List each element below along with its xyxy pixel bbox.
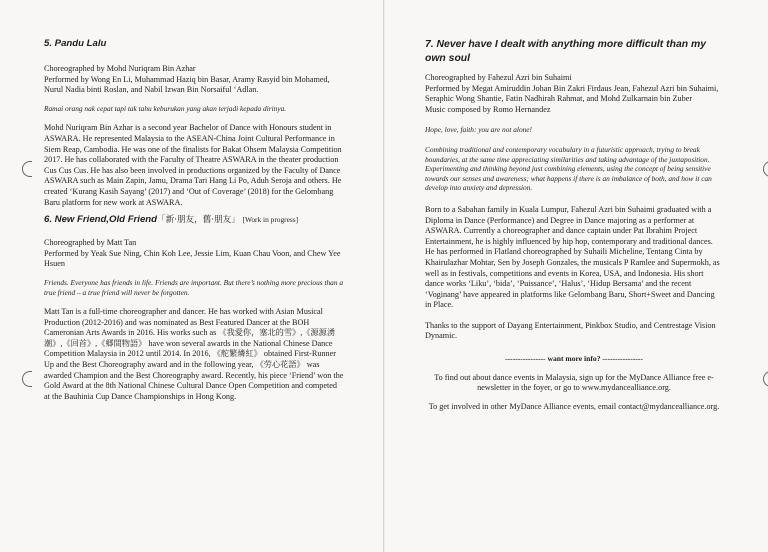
section-7-title: 7. Never have I dealt with anything more difficult than my own soul — [425, 39, 706, 64]
punch-hole-mark — [763, 161, 768, 177]
section-5-quote: Ramai orang nak cepat tapi tak tahu keburukan yang akan terjadi kepada dirinya. — [44, 103, 287, 113]
section-5-credit: Performed by Wong En Li, Muhammad Haziq bin Basar, Aramy Rasyid bin Mohamed, Nurul Nadia binti Roslan, and Nabil Izwan Bin Norsaiful ‘Adlan. — [44, 74, 330, 95]
punch-hole-mark — [22, 371, 32, 387]
newsletter-info: To find out about dance events in Malaysia, sign up for the MyDance Alliance free e-newsletter in the foyer, or go to www.mydancealliance.org. — [434, 372, 714, 393]
section-5-credit: Choreographed by Mohd Nuriqram Bin Azhar — [44, 64, 196, 73]
section-7-concept: Combining traditional and contemporary vocabulary in a futuristic approach, trying to break boundaries, at the same time appreciating similarities and taking advantage of the juxtaposition. Experimenting and thinking beyond just combining elements, using the concept of being sensitive towards our senses and awareness; what happens if there is an imbalance of both, and how it can develop into anxiety and depression. — [425, 144, 712, 193]
contact-info: To get involved in other MyDance Alliance events, email contact@mydancealliance.org. — [428, 401, 720, 411]
work-in-progress-label: [Work in progress] — [242, 215, 299, 225]
section-6-quote: Friends. Everyone has friends in life. Friends are important. But there’s nothing more precious than a true friend – a true friend will never be forgotten. — [44, 277, 344, 297]
section-7-bio: Born to a Sabahan family in Kuala Lumpur, Fahezul Azri bin Suhaimi graduated with a Diploma in Dance (Performance) and Degree in Dance majoring as a performer at ASWARA. Currently a choreographer and dance captain under Pat Ibrahim Project Entertainment, he is highly influenced by hip hop, contemporary and traditional dances. He has performed in Flatland choreographed by Suhaili Micheline, Tentang Cinta by Khairulazhar Mohtar, Sen by Joseph Gonzales, the musicals P Ramlee and Supermokh, as well as in festivals, competitions and events in Korea, USA, and Indonesia. His short dance works ‘Liku’, ‘bida’, ‘Puissance’, ‘Halus’, ‘Hidup Bersama’ and the recent ‘Voginang’ have appeared in platforms like Gelombang Baru, Short+Sweet and Dancing in Place. — [425, 204, 720, 310]
section-7-tagline: Hope, love, faith: you are not alone! — [425, 125, 533, 135]
punch-hole-mark — [763, 371, 768, 387]
section-6-credit: Performed by Yeak Sue Ning, Chin Koh Lee, Jessie Lim, Kuan Chau Voon, and Chew Yee Hsuen — [44, 248, 341, 269]
section-5-bio: Mohd Nuriqram Bin Azhar is a second year Bachelor of Dance with Honours student in ASWARA. He represented Malaysia to the ASEAN-China Joint Cultural Performance in Siem Reap, Cambodia. He was one of the finalists for Bakat Ohsem Malaysia Competition 2017. He has collaborated with the Faculty of Theatre ASWARA in the theater production Cus Cus Cus. He has also been involved in productions organized by the Faculty of Dance ASWARA such as Main Zapin, Jamu, Drama Tari Hang Li Po, Aduh Seroja and others. He created ‘Kurang Kasih Sayang’ (2017) and ‘Out of Coverage’ (2018) for the Gelombang Baru platform for new work at ASWARA. — [44, 123, 342, 207]
section-6-title: 6. New Friend,Old Friend「新·朋友，舊·朋友」 [Work in progress] — [44, 214, 299, 226]
section-7-credit: Music composed by Romo Hernandez — [425, 104, 551, 114]
punch-hole-mark — [22, 161, 32, 177]
right-column — [425, 38, 723, 412]
section-7-credit: Performed by Megat Amiruddin Johan Bin Zakri Firdaus Jean, Fahezul Azri bin Suhaimi, Seraphic Wong Shantie, Fatin Nadhirah Rahmat, and Mohd Zulkarnain bin Zuber — [425, 83, 719, 104]
right-page — [385, 0, 768, 552]
thanks-note: Thanks to the support of Dayang Entertainment, Pinkbox Studio, and Centrestage Vision Dynamic. — [425, 320, 716, 341]
left-column — [44, 38, 344, 402]
section-5-title: 5. Pandu Lalu — [44, 38, 107, 49]
section-6-bio: Matt Tan is a full-time choreographer and dancer. He has worked with Asian Musical Production (2012-2016) and was nominated as Best Featured Dancer at the BOH Cameronian Arts Awards in 2016. His works such as 《我愛你，塞北的雪》,《源源湧潮》,《回首》,《郷間物語》 have won several awards in the National Chinese Dance Competition Malaysia in 2012 until 2014. In 2016, 《舵繁燐紅》 obtained First-Runner Up and the Best Choreography award and in the following year, 《劳心花語》 was awarded Champion and the Best Choreography award. Recently, his piece ‘Friend’ won the Gold Award at the 8th National Chinese Cultural Dance Open Competition and competed at the Bauhinia Cup Dance Championships in Hong Kong. — [44, 307, 344, 401]
section-7-credit: Choreographed by Fahezul Azri bin Suhaimi — [425, 73, 572, 82]
more-info-divider: ---------------- want more info? ---------------- — [505, 354, 643, 364]
section-6-credit: Choreographed by Matt Tan — [44, 238, 137, 248]
